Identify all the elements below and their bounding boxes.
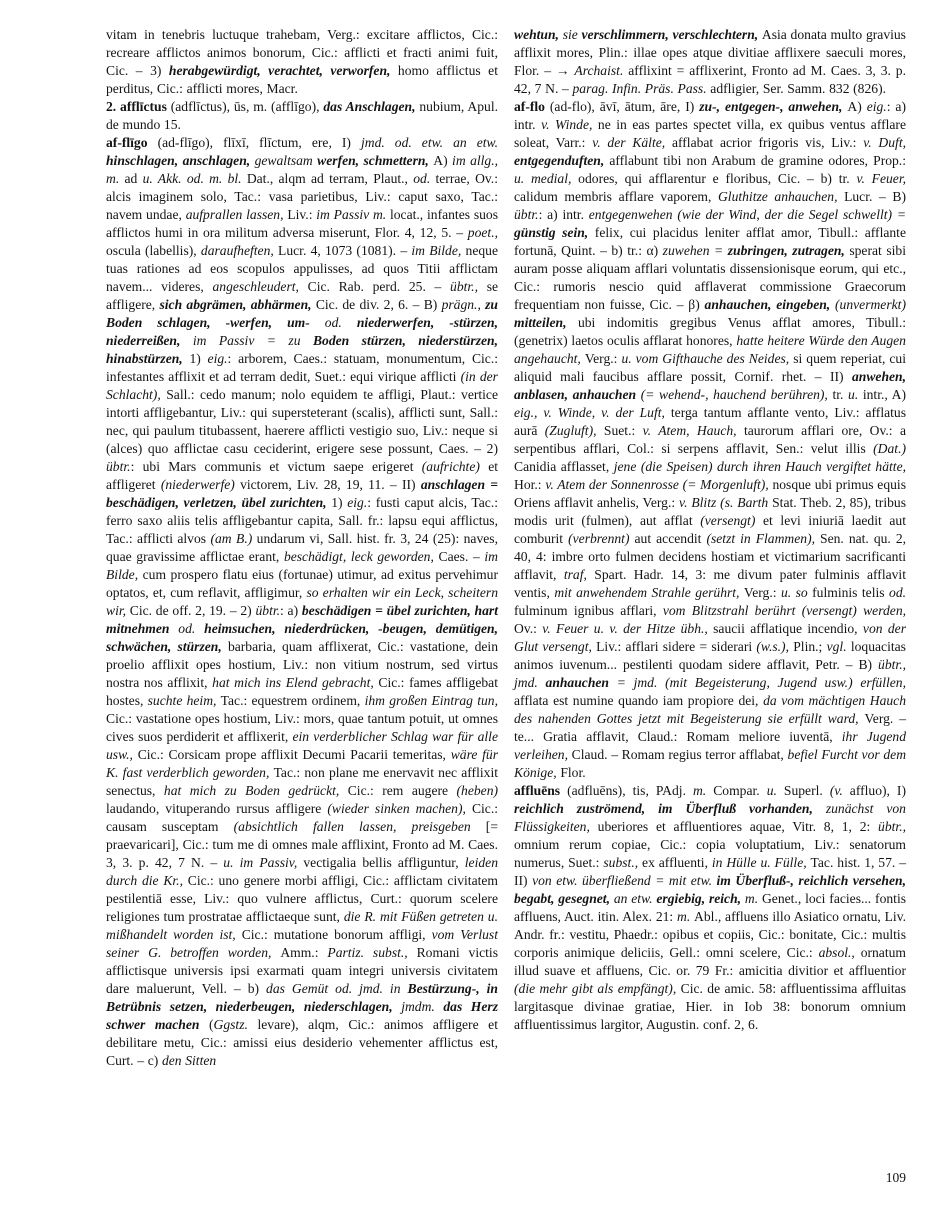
gloss-italic: u. vom Gifthauche des Neides, [621,351,794,366]
latin-text: A) [433,153,453,168]
latin-text: Tac.: non plane me enervavit nec afflixit senectus, [106,765,498,798]
gloss-italic: von etw. überfließend = mit etw. [532,873,717,888]
latin-text: 1) [331,495,348,510]
gloss-italic: (am B.) [210,531,257,546]
gloss-italic: = jmd. (mit Begeisterung, Jugend usw.) erfüllen, [616,675,906,690]
gloss-italic: Ggstz. [213,1017,258,1032]
latin-text: affluo), I) [849,783,906,798]
gloss-italic: u. medial, [514,171,579,186]
latin-text: : a) [280,603,302,618]
gloss-italic: im Bilde, [106,549,498,582]
gloss-italic: aufprallen lassen, [185,207,288,222]
latin-text: Sall.: cedo manum; nolo equidem te affligi, Plaut.: vertice intorti affligebantur, Liv.: qui supersteterant (scalis), afflicti sunt, Sall.: nec, qui paulum titubassent, haerere afflicti vestigio suo, Liv.: neque si (alces) quo afflictae casu ceciderint, erigere sese possunt, Caes. – 2) [106,387,498,456]
latin-text: Compar. [713,783,767,798]
gloss-bold-italic: anschlagen = beschädigen, verletzen, übel zurichten, [106,477,499,510]
latin-text: afflixint = afflixerint, Fronto ad M. Caes. 3, 3. p. 42, 7 N. – [514,63,906,96]
headword: affluēns [514,783,568,798]
latin-text: Spart. Hadr. 14, 3: me divum pater fulminis afflavit ventis, [514,567,906,600]
latin-text: ornatum illud suave et affluens, Cic. or. 79 Fr.: amicitia divitior et affluentior [514,945,906,978]
gloss-italic: m. [744,891,762,906]
gloss-italic: suchte heim, [147,693,221,708]
latin-text: Cic.: mutatione bonorum affligi, [241,927,432,942]
latin-text: Cic.: vastatione opes hostium, Liv.: mors, quae tantum potuit, ut omnes cives suos perdiderit et afflixerit, [106,711,498,744]
latin-text: terrae, Ov.: alcis imaginem solo, Tac.: vasa parietibus, Liv.: caput saxo, Tac.: navem undae, [106,171,498,222]
entry-af-fligo-continuation [514,26,906,98]
gloss-italic: jene (die Speisen) durch ihren Hauch vergiftet hätte, [613,459,906,474]
latin-text: Cic. Rab. perd. 25. – [307,279,451,294]
latin-text: et levi iniuriā laedit aut comburit [514,513,906,546]
latin-text: terga tantum afflante vento, Liv.: afflatus aurā [514,405,906,438]
latin-text: (adflīctus), ūs, m. (afflīgo), [170,99,324,114]
gloss-italic: v. Feuer, [856,171,906,186]
latin-text: Hor.: [514,477,546,492]
latin-text: Suet.: [603,423,643,438]
gloss-italic: übtr. [255,603,281,618]
latin-text: levare), alqm, Cic.: animos affligere et debilitare metu, Cic.: amissi eius desiderio vehementer afflictus est, Curt. – c) [106,1017,498,1068]
latin-text: Ov.: [514,621,543,636]
entry-af-fligo [106,134,498,1070]
latin-text: neque tuas rationes ad eos scopulos appulisses, ad quos Titii afflictam navem... videres, [106,243,498,294]
latin-text: nosque ubi primus equis Oriens afflavit anhelis, Verg.: [514,477,906,510]
entry-affluens [514,782,906,1034]
latin-text: : arborem, Caes.: statuam, monumentum, Cic.: infestantes afflixit et ad terram dedit, Suet.: equi virique afflicti [106,351,498,384]
entry-af-flo [514,98,906,782]
gloss-bold-italic: sich abgrämen, abhärmen, [159,297,316,312]
right-column [514,26,906,1070]
gloss-italic: od. [413,171,436,186]
gloss-bold-italic: werfen, schmettern, [317,153,434,168]
gloss-bold-italic: günstig sein, [514,225,595,240]
latin-text: odores, qui afflarentur e floribus, Cic. – b) tr. [578,171,857,186]
gloss-italic: u. so [780,585,813,600]
gloss-italic: von der Glut versengt, [514,621,907,654]
gloss-bold-italic: ergiebig, reich, [656,891,745,906]
text-block [106,26,906,1070]
gloss-italic: traf, [563,567,595,582]
latin-text: Tac. hist. 1, 57. – II) [514,855,906,888]
latin-text: [= praevaricari], Cic.: tum me di omnes male afflixint, Fronto ad M. Caes. 3, 3. p. 42, 7 N. – [106,819,498,870]
gloss-italic: absol., [818,945,861,960]
gloss-bold-italic: im Überfluß-, reichlich versehen, begabt, gesegnet, [514,873,906,906]
gloss-bold-italic: reichlich zuströmend, im Überfluß vorhanden, [514,801,826,816]
gloss-italic: v. Atem der Sonnenrosse (= Morgenluft), [545,477,773,492]
latin-text: Cic. de off. 2, 19. – 2) [129,603,256,618]
latin-text: (ad-flo), āvī, ātum, āre, I) [549,99,700,114]
gloss-italic: im Passiv = zu [192,333,313,348]
gloss-italic: übtr., [450,279,487,294]
gloss-bold-italic: anwehen, anblasen, anhauchen [514,369,906,402]
gloss-italic: od. [324,315,357,330]
latin-text: homo afflictus et perditus, Cic.: afflicti mores, Macr. [106,63,498,96]
entry-afflictus-2 [106,98,498,134]
headword: af-flīgo [106,135,158,150]
gloss-italic: übtr., [878,819,906,834]
latin-text: Superl. [783,783,830,798]
gloss-bold-italic: das Herz schwer machen [106,999,498,1032]
gloss-italic: v. Duft, [863,135,906,150]
gloss-italic: jmdm. [401,999,444,1014]
gloss-italic: hat mich zu Boden gedrückt, [163,783,348,798]
gloss-bold-italic: das Anschlagen, [323,99,420,114]
left-column [106,26,498,1070]
gloss-italic: u. im Passiv, [223,855,304,870]
gloss-italic: entgegenwehen (wie der Wind, der die Segel schwellt) = [588,207,906,222]
latin-text: felix, cui placidus leniter afflat amor, Tibull.: afflante fortunā, Quint. – b) tr.: α) [514,225,906,258]
latin-text: Tac.: equestrem ordinem, [220,693,365,708]
latin-text: Liv.: [287,207,317,222]
gloss-italic: in Hülle u. Fülle, [711,855,811,870]
gloss-italic: ihr Jugend verleihen, [514,729,906,762]
latin-text: Genet., loci facies... fontis affluens, Auct. itin. Alex. 21: [514,891,907,924]
gloss-italic: beschädigt, leck geworden, [283,549,439,564]
gloss-italic: (aufrichte) [421,459,489,474]
gloss-italic: leiden durch die Kr., [106,855,498,888]
latin-text: Caes. – [438,549,485,564]
gloss-bold-italic: zu Boden schlagen, -werfen, um- [106,297,498,330]
gloss-bold-italic: Bestürzung-, in Betrübnis setzen, niederbeugen, niederschlagen, [106,981,498,1014]
gloss-italic: vgl. [826,639,851,654]
gloss-italic: (die mehr gibt als empfängt), [514,981,681,996]
gloss-italic: (v. [829,783,850,798]
headword: 2. afflīctus [106,99,171,114]
latin-text: Lucr. 4, 1073 (1081). – [278,243,412,258]
latin-text: adfligier, Ser. Samm. 832 (826). [710,81,887,96]
gloss-italic: (absichtlich fallen lassen, preisgeben [233,819,486,834]
latin-text: Cic.: causam susceptam [106,801,498,834]
gloss-italic: (w.s.), [756,639,794,654]
gloss-italic: vom Blitzstrahl berührt (versengt) werden, [662,603,907,618]
latin-text: undarum vi, Sall. hist. fr. 3, 24 (25): naves, quae gravissime afflictae erant, [106,531,498,564]
latin-text: Cic. de amic. 58: affluentissima affluitas largitasque divinae gratiae, Hier. in Iob 38: bonorum omnium affluentissimus largitor, Augustin. conf. 2, 6. [514,981,906,1032]
latin-text: fulminis telis [812,585,890,600]
latin-text: ubi indomitis gregibus Venus afflat amores, Tibull.: (genetrix) laetos oculis afflarat honores, [514,315,907,348]
latin-text: laudando, vituperando rursus affligere [106,801,328,816]
gloss-italic: im Bilde, [411,243,466,258]
gloss-italic: v. Atem, Hauch, [642,423,744,438]
gloss-italic: sie [562,27,582,42]
latin-text: : ubi Mars communis et victum saepe erigeret [130,459,422,474]
gloss-bold-italic: entgegenduften, [514,153,610,168]
latin-text: aut accendit [634,531,707,546]
gloss-italic: (= wehend-, hauchend berühren), [640,387,833,402]
gloss-italic: u. [848,387,863,402]
gloss-bold-italic: herabgewürdigt, verachtet, verworfen, [168,63,398,78]
latin-text: cum prospero flatu eius (fortunae) utimur, ad exitus pervehimur optatos, et, cum reflavit, affligimur, [106,567,499,600]
gloss-italic: angeschleudert, [212,279,308,294]
gloss-italic: od. [178,621,205,636]
gloss-italic: v. Feuer u. v. der Hitze übh., [542,621,714,636]
latin-text: : a) intr. [514,99,906,132]
latin-text: Liv.: afflari sidere = siderari [596,639,757,654]
latin-text: ad [124,171,143,186]
gloss-italic: (niederwerfe) [160,477,241,492]
gloss-italic: im allg., m. [106,153,499,186]
gloss-italic: (unvermerkt) [835,297,906,312]
gloss-italic: u. Akk. od. m. bl. [142,171,247,186]
latin-text: Verg. – te... Gratia afflavit, Claud.: Romam meliore iuventā, [514,711,906,744]
gloss-bold-italic: Boden stürzen, niederstürzen, hinabstürzen, [106,333,498,366]
gloss-italic: Partiz. subst., [327,945,417,960]
gloss-italic: m. [677,909,695,924]
gloss-italic: zunächst von Flüssigkeiten, [514,801,906,834]
gloss-italic: vom Verlust seiner G. betroffen worden, [106,927,498,960]
gloss-italic: das Gemüt od. jmd. in [266,981,408,996]
latin-text: saucii afflatique incendio, [713,621,863,636]
latin-text: (adfluēns), tis, PAdj. [567,783,693,798]
gloss-italic: (Zugluft), [544,423,604,438]
gloss-italic: parag. Infin. Präs. Pass. [572,81,711,96]
latin-text: si quem reperiat, cui aliquid mali faucibus afflare possit, Cornif. rhet. – II) [514,351,906,384]
gloss-bold-italic: mitteilen, [514,315,578,330]
gloss-italic: (Dat.) [873,441,906,456]
gloss-italic: gewaltsam [254,153,318,168]
gloss-italic: v. Blitz (s. Barth [679,495,773,510]
gloss-bold-italic: anhauchen [545,675,617,690]
page-number: 109 [885,1170,906,1185]
latin-text: (ad-flīgo), flīxī, flīctum, ere, I) [157,135,361,150]
gloss-italic: eig., v. Winde, v. der Luft, [514,405,671,420]
latin-text: barbaria, quam afflixerat, Cic.: vastatione, dein proelio afflixit opes hostium, Liv.: non vitium nostrum, sed virtus nostra nos afflixit, [106,639,498,690]
latin-text: tr. [832,387,849,402]
gloss-italic: (in der Schlacht), [106,369,498,402]
latin-text: Lucr. – B) [844,189,906,204]
gloss-bold-italic: hinschlagen, anschlagen, [106,153,255,168]
latin-text: Amm.: [280,945,328,960]
latin-text: vitam in tenebris luctuque trahebam, Verg.: excitare afflictos, Cic.: recreare afflictos animos bonorum, Cic.: afflicti et fracti animi fuit, Cic. – 3) [106,27,498,78]
gloss-italic: hat mich ins Elend gebracht, [212,675,379,690]
gloss-bold-italic: heimsuchen, niederdrücken, -beugen, demütigen, schwächen, stürzen, [106,621,499,654]
gloss-italic: übtr. [514,207,539,222]
latin-text: Cic.: Corsicam prope afflixit Decumi Pacarii temeritas, [137,747,451,762]
gloss-italic: v. der Kälte, [592,135,672,150]
latin-text: : fusti caput alcis, Tac.: ferro saxo aliis telis affligebantur capita, Sall. fr.: lapsu equi afflictus, Tac.: afflicti alvos [106,495,498,546]
gloss-italic: daraufheften, [200,243,279,258]
gloss-italic: zuwehen = [662,243,728,258]
gloss-italic: den Sitten [161,1053,217,1068]
gloss-italic: m. [692,783,714,798]
latin-text: 1) [189,351,208,366]
latin-text: ( [209,1017,214,1032]
latin-text: et affligeret [106,459,498,492]
latin-text: Flor. [560,765,586,780]
gloss-italic: (versengt) [700,513,763,528]
gloss-italic: subst., [603,855,643,870]
gloss-italic: ihm großen Eintrag tun, [364,693,498,708]
latin-text: uberiores et affluentiores aquae, Vitr. 8, 1, 2: [597,819,879,834]
latin-text: calidum membris afflare vaporem, [514,189,718,204]
latin-text: : a) intr. [538,207,589,222]
latin-text: oscula (labellis), [106,243,201,258]
gloss-italic: befiel Furcht vor dem Könige, [514,747,907,780]
gloss-bold-italic: anhauchen, eingeben, [704,297,836,312]
gloss-italic: an etw. [613,891,657,906]
gloss-bold-italic: niederwerfen, -stürzen, niederreißen, [106,315,498,348]
gloss-italic: (wieder sinken machen), [327,801,472,816]
latin-text: Cic.: rem augere [347,783,457,798]
latin-text: afflabunt tibi non Arabum de gramine odores, Prop.: [609,153,906,168]
gloss-italic: (verbrennt) [568,531,635,546]
latin-text: locat., infantes suos afflictos humi in ora militum adversa miserunt, Flor. 4, 12, 5. – [106,207,498,240]
gloss-italic: od. [889,585,907,600]
gloss-italic: eig. [347,495,368,510]
headword: af-flo [514,99,550,114]
gloss-italic: eig. [866,99,887,114]
latin-text: Cic.: uno genere morbi affligi, Cic.: afflictam civitatem pestilentiā esse, Liv.: quo vulnere afflictus, Curt.: quorum scelere religiones tum prostratae afflictaeque sunt, [106,873,499,924]
gloss-italic: so erhalten wir ein Leck, scheitern wir, [106,585,498,618]
gloss-italic: mit anwehendem Strahle gerührt, [554,585,744,600]
gloss-bold-italic: zu-, entgegen-, anwehen, [699,99,848,114]
latin-text: A) [847,99,867,114]
gloss-italic: ein verderblicher Schlag war für alle usw., [106,729,498,762]
latin-text: Abl., affluens illo Asiatico ornatu, Liv. Andr. fr.: vestitu, Phaedr.: opibus et copiis, Cic.: bonitate, Cic.: multis corporis animique deliciis, Gell.: omni scelere, Cic.: [514,909,907,960]
gloss-bold-italic: zubringen, zutragen, [727,243,850,258]
latin-text: omnium rerum copiae, Cic.: copia voluptatium, Liv.: senatorum numerus, Suet.: [514,837,906,870]
latin-text: nubium, Apul. de mundo 15. [106,99,498,132]
latin-text: victorem, Liv. 28, 19, 11. – II) [240,477,421,492]
gloss-italic: jmd. od. etw. an etw. [360,135,498,150]
gloss-italic: die R. mit Füßen getreten u. mißhandelt worden ist, [106,909,498,942]
latin-text: afflata est numine quando iam propiore dei, [514,693,764,708]
latin-text: Romani victis afflictisque universis ipsi exarmati quam integri universis civitatem dare maluerunt, Vell. – b) [106,945,498,996]
gloss-italic: u. [766,783,784,798]
gloss-italic: Archaist. [574,63,629,78]
latin-text: afflabat acrior frigoris vis, Liv.: [671,135,864,150]
latin-text: Sen. nat. qu. 2, 40, 4: imbre orto fulmen decidens hostiam et victimarium sacrificanti afflavit, [514,531,907,582]
latin-text: Cic.: fames affligebat hostes, [106,675,498,708]
latin-text: ne in eas partes spectet villa, ex quibus ventus afflare soleat, Varr.: [514,117,906,150]
latin-text: Verg.: [743,585,781,600]
gloss-bold-italic: verschlimmern, verschlechtern, [581,27,762,42]
latin-text: Cic. de div. 2, 6. – B) [315,297,442,312]
latin-text: intr., A) [862,387,906,402]
gloss-italic: da vom mächtigen Hauch des nahenden Gottes jetzt mit Begeisterung sie erfüllt ward, [514,693,906,726]
gloss-italic: eig. [207,351,228,366]
gloss-italic: hatte heitere Würde den Augen angehaucht, [514,333,906,366]
entry-afflictus-1-continuation [106,26,498,98]
gloss-italic: (setzt in Flammen), [706,531,821,546]
latin-text: Verg.: [584,351,622,366]
latin-text: Canidia afflasset, [514,459,614,474]
latin-text: sperat sibi auram posse aliquam afflari voluntatis dissensionisque eorum, qui etc., Cic.: rumoris nescio quid afflaverat commissione Graecorum frequentiam non fuisse, Cic. – β) [514,243,906,312]
latin-text: Claud. – Romam regius terror afflabat, [571,747,788,762]
gloss-italic: Gluthitze anhauchen, [717,189,845,204]
latin-text: fulminum ignibus afflari, [514,603,663,618]
latin-text: Asia donata multo gravius afflixit mores, Plin.: illae opes atque divitiae afflixere saeculi mores, Flor. – → [514,27,906,78]
latin-text: vectigalia bellis affliguntur, [303,855,465,870]
latin-text: Dat., alqm ad terram, Plaut., [246,171,414,186]
latin-text: taurorum afflari ore, Ov.: a serpentibus afflari, Col.: si serpens afflavit, Sen.: velut illis [514,423,906,456]
gloss-bold-italic: beschädigen = übel zurichten, hart mitnehmen [106,603,498,636]
gloss-italic: im Passiv m. [316,207,390,222]
latin-text: ex affluenti, [642,855,712,870]
gloss-bold-italic: wehtun, [514,27,563,42]
latin-text: Stat. Theb. 2, 85), tribus modis urit (fulmen), aut afflat [514,495,906,528]
gloss-italic: übtr. [106,459,131,474]
latin-text: loquacitas animos iuvenum... pestilenti quodam sidere afflavit, Petr. – B) [514,639,906,672]
gloss-italic: (heben) [456,783,499,798]
gloss-italic: v. Winde, [541,117,598,132]
gloss-italic: übtr., jmd. [514,657,906,690]
gloss-italic: poet., [467,225,498,240]
latin-text: se affligere, [106,279,499,312]
gloss-italic: prägn., [441,297,486,312]
gloss-italic: wäre für K. fast verderblich geworden, [106,747,498,780]
latin-text: Plin.; [793,639,827,654]
